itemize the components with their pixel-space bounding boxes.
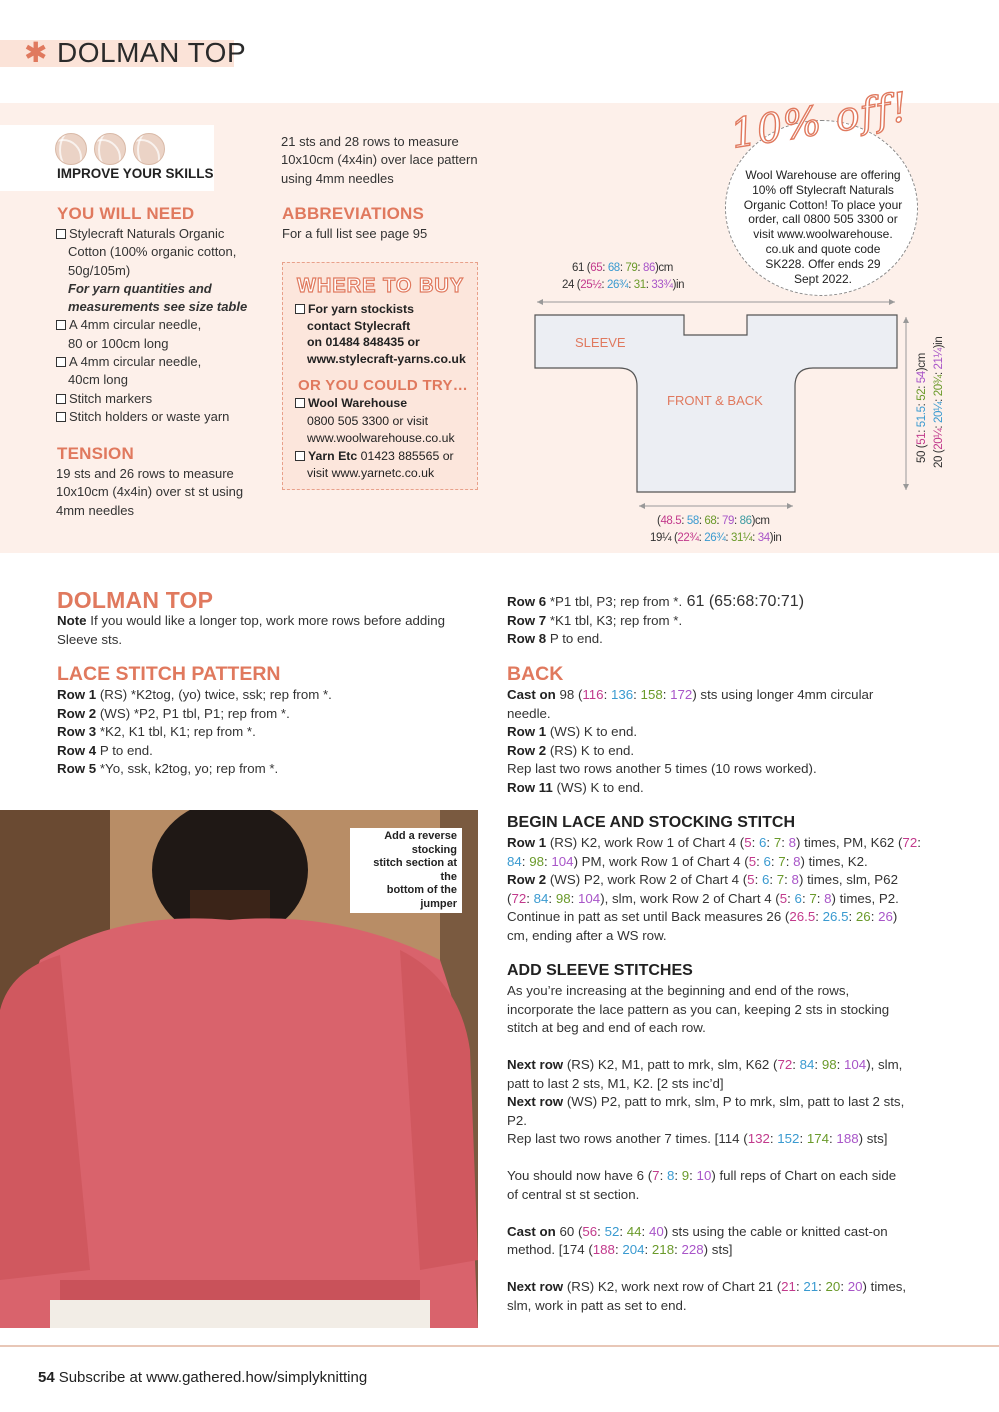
note-text: If you would like a longer top, work more rows before adding (86, 613, 446, 628)
row-text: ) sts using longer 4mm circular (692, 687, 874, 702)
row-label: Row 2 (507, 742, 547, 758)
photo-caption (350, 828, 462, 913)
separator: : (725, 532, 731, 544)
size-value: 34 (757, 532, 770, 544)
lace-row (57, 760, 477, 779)
row-text: P2. (507, 1112, 527, 1128)
list-item: A 4mm circular needle, (69, 354, 202, 370)
size-value: 22¾ (677, 532, 699, 544)
size-value: 56 (582, 1223, 598, 1239)
note-text: Sleeve sts. (57, 631, 123, 647)
offer-line: Wool Warehouse are offering (745, 168, 901, 182)
note-label: Note (57, 613, 87, 628)
row-text: ) times, (862, 1279, 907, 1294)
measure-text: 20 ( (933, 449, 945, 468)
offer-line: Organic Cotton! To place your (743, 197, 903, 212)
separator: : (601, 279, 607, 291)
row-text: (RS) K to end. (546, 742, 635, 758)
row-label: Row 1 (57, 687, 97, 702)
checkbox[interactable] (56, 394, 66, 404)
size-value: 68 (704, 515, 717, 527)
size-value: 98 (529, 853, 544, 869)
size-value: 6 (763, 853, 771, 869)
stockist-link[interactable]: www.woolwarehouse.co.uk (307, 431, 455, 446)
size-value: 7 (773, 835, 782, 850)
size-value: 174 (806, 1131, 830, 1146)
row-text: ) sts] (858, 1131, 888, 1146)
row-text: Rep last two rows another 5 times (10 rows worked). (507, 761, 817, 776)
row-text: Continue in patt as set until Back measures 26 ( (507, 909, 790, 924)
measure-text: )cm (751, 515, 770, 527)
row-text: (RS) *K2tog, (yo) twice, ssk; rep from *. (96, 687, 332, 702)
offer-line: co.uk and quote code (765, 241, 881, 256)
hem-measure-in (650, 532, 781, 544)
tension-lace-text (281, 133, 501, 188)
separator: : (619, 262, 626, 274)
size-value: 104 (578, 890, 601, 906)
size-value: 5 (744, 835, 752, 850)
size-value: 104 (844, 1057, 867, 1072)
list-item: Stylecraft Naturals Organic (69, 226, 225, 241)
row-text: *P1 tbl, P3; rep from *. (546, 594, 683, 609)
row-text: stitch at beg and end of each row. (507, 1020, 706, 1035)
back-instructions: Cast on 98 (116: 136: 158: 172) sts using longer 4mm circular needle. Row 1 (WS) K to end. Row 2 (RS) K to end. Rep last two rows another 5 times (10 rows worked). Row 11 (WS) K to end. (507, 686, 937, 797)
materials-list (56, 225, 276, 426)
size-value: 25½ (580, 279, 602, 291)
row-label: Cast on (507, 1223, 556, 1239)
row-label: Row 2 (507, 872, 547, 887)
row-text: P to end. (546, 631, 603, 646)
size-value: 98 (555, 890, 571, 906)
trousers (50, 1300, 430, 1328)
size-value: 44 (626, 1223, 642, 1239)
separator: : (698, 532, 705, 544)
size-value: 7 (776, 872, 785, 887)
stockist-line: 0800 505 3300 or visit (307, 413, 429, 428)
row-text: ) times, P2. (831, 890, 899, 906)
garment-schematic (520, 255, 960, 555)
row-label: Next row (507, 1279, 564, 1294)
tension-line: 10x10cm (4x4in) over st st using (56, 484, 244, 500)
row-text: *K2, K1 tbl, K1; rep from *. (96, 724, 256, 739)
row-text: cm, ending after a WS row. (507, 927, 667, 943)
tension-heading: TENSION (57, 444, 134, 463)
size-value: 26.5 (789, 909, 816, 924)
row-text: *Yo, ssk, k2tog, yo; rep from *. (96, 761, 279, 776)
checkbox[interactable] (295, 451, 305, 461)
stockist-line: For yarn stockists (308, 302, 414, 316)
size-value: 21 (781, 1279, 796, 1294)
abbreviations-heading: ABBREVIATIONS (282, 204, 425, 223)
row-label: Row 1 (507, 835, 547, 850)
separator: : (916, 383, 928, 389)
size-value: 68 (607, 262, 620, 274)
size-value: 5 (748, 853, 757, 869)
size-value: 20 (825, 1279, 841, 1294)
list-item: 40cm long (68, 372, 128, 388)
row-label: Row 5 (57, 761, 97, 776)
measure-text: )in (672, 279, 685, 291)
row-text: (WS) K to end. (546, 724, 638, 739)
size-value: 10 (696, 1168, 712, 1183)
sleeve-label: SLEEVE (575, 335, 626, 350)
row-text: slm, work in patt as set to end. (507, 1297, 687, 1313)
size-value: 188 (592, 1242, 615, 1257)
begin-instructions: Row 1 (RS) K2, work Row 1 of Chart 4 (5: 6: 7: 8) times, PM, K62 (72: 84: 98: 104) PM, work Row 1 of Chart 4 (5: 6: 7: 8) times, K2. Row 2 (WS) P2, work Row 2 of Chart 4 (5: 6: 7: 8) times, slm, P62 (72: 84: 98: 104), slm, work Row 2 of Chart 4 (5: 6: 7: 8) times, P2. Continue in patt as set until Back measures 26 (26.5: 26.5: 26: 26) cm, ending after a WS row. (507, 834, 937, 945)
size-value: 26.5 (822, 909, 849, 924)
row-text: (RS) K2, work next row of Chart 21 ( (563, 1279, 782, 1294)
size-value: 20 (847, 1279, 863, 1294)
measure-text: ( (657, 515, 661, 527)
row-text: ) times, K2. (800, 853, 868, 869)
size-value: 8 (666, 1168, 675, 1183)
row-text: You should now have 6 ( (507, 1168, 653, 1183)
size-value: 40 (648, 1223, 664, 1239)
note (57, 612, 477, 649)
skills-label: IMPROVE YOUR SKILLS (57, 166, 214, 181)
separator: : (933, 396, 945, 402)
size-value: 8 (793, 853, 801, 869)
tension-text (56, 465, 276, 520)
offer-line: Sept 2022. (793, 271, 853, 286)
separator: : (933, 423, 945, 429)
size-value: 7 (809, 890, 817, 906)
separator: : (698, 515, 705, 527)
size-value: 204 (622, 1242, 645, 1257)
subscribe-link[interactable]: Subscribe at www.gathered.how/simplyknitting (58, 1369, 368, 1386)
size-value: 6 (759, 835, 767, 850)
measure-text: )cm (655, 262, 673, 274)
size-value: 72 (777, 1057, 793, 1072)
size-value: 132 (747, 1131, 770, 1146)
row-text: method. [174 ( (507, 1242, 593, 1257)
size-value: 79 (625, 262, 638, 274)
measure-text: 24 ( (562, 279, 581, 291)
list-item: Cotton (100% organic cotton, (68, 244, 237, 260)
row-text: ) sts using the cable or knitted cast-on (663, 1223, 888, 1239)
size-value: 104 (551, 853, 574, 869)
row-label: Row 6 (507, 594, 547, 609)
checkbox[interactable] (56, 320, 66, 330)
list-item: measurements see size table (68, 299, 248, 315)
offer-headline: 10% off! (727, 84, 912, 158)
row-text: (WS) P2, work Row 2 of Chart 4 ( (546, 872, 748, 887)
offer-text (738, 168, 908, 286)
separator: : (602, 262, 608, 274)
sleeve-instructions: As you’re increasing at the beginning and end of the rows, incorporate the lace pattern as you can, keeping 2 sts in stocking stitch at beg and end of each row. Next row (RS) K2, M1, patt to mrk, slm, K62 (72: 84: 98: 104), slm, patt to last 2 sts, M1, K2. [2 sts inc’d] Next row (WS) P2, patt to mrk, slm, P to mrk, slm, patt to last 2 sts, P2. Rep last two rows another 7 times. [114 (132: 152: 174: 188) sts] You should now have 6 (7: 8: 9: 10) full reps of Chart on each side of central st st section. Cast on 60 (56: 52: 44: 40) sts using the cable or knitted cast-on method. [174 (188: 204: 218: 228) sts] Next row (RS) K2, work next row of Chart 21 (21: 21: 20: 20) times, slm, work in patt as set to end. (507, 982, 937, 1315)
size-value: 86 (643, 262, 655, 274)
size-value: 31 (633, 279, 646, 291)
size-value: 31¼ (730, 532, 753, 544)
row-text: 60 ( (555, 1223, 583, 1239)
separator: : (716, 515, 723, 527)
lace-rows-cont (507, 593, 937, 649)
footer-divider (0, 1345, 999, 1347)
row-extra: 61 (65:68:70:71) (682, 593, 805, 610)
size-value: 84 (533, 890, 549, 906)
alt-stockists (295, 395, 477, 483)
size-value: 98 (821, 1057, 837, 1072)
lace-row (507, 630, 937, 649)
row-text: P to end. (96, 742, 153, 758)
yarn-ball-icon (133, 133, 165, 165)
size-value: 8 (791, 872, 799, 887)
size-value: 51 (916, 432, 928, 445)
separator: : (752, 532, 758, 544)
lace-row (507, 612, 937, 631)
row-label: Row 8 (507, 631, 547, 646)
row-label: Next row (507, 1057, 564, 1072)
lace-heading: LACE STITCH PATTERN (57, 663, 281, 685)
size-value: 58 (686, 515, 699, 527)
checkbox[interactable] (295, 398, 305, 408)
row-text: 98 ( (555, 687, 583, 702)
size-value: 48.5 (660, 515, 682, 527)
row-text: ) times, PM, K62 ( (796, 835, 903, 850)
lace-rows (57, 686, 477, 779)
page-number: 54 (38, 1369, 55, 1386)
row-text: ) (892, 909, 898, 924)
list-item: A 4mm circular needle, (69, 317, 202, 333)
size-value: 116 (582, 687, 604, 702)
measure-text: 50 ( (916, 444, 928, 463)
size-value: 54 (916, 371, 928, 384)
tension-line: 4mm needles (56, 502, 135, 518)
checkbox[interactable] (56, 357, 66, 367)
checkbox[interactable] (56, 229, 66, 239)
size-value: 84 (507, 853, 522, 869)
offer-line: SK228. Offer ends 29 (765, 256, 881, 271)
row-label: Row 11 (507, 779, 553, 795)
sleeve-heading: ADD SLEEVE STITCHES (507, 962, 693, 979)
size-value: 21¼ (933, 348, 945, 370)
stockist-line: Yarn Etc (308, 448, 358, 463)
row-label: Cast on (507, 687, 556, 702)
size-value: 72 (511, 890, 527, 906)
row-text: (WS) *P2, P1 tbl, P1; rep from *. (96, 705, 290, 721)
skills-box (0, 125, 214, 191)
size-value: 20¾ (933, 375, 945, 397)
size-value: 6 (761, 872, 770, 887)
size-value: 158 (640, 687, 663, 702)
size-value: 7 (778, 853, 786, 869)
row-text: (RS) K2, M1, patt to mrk, slm, K62 ( (563, 1057, 778, 1072)
row-text: incorporate the lace pattern as you can, keeping 2 sts in stocking (507, 1001, 890, 1017)
size-value: 26¾ (704, 532, 726, 544)
row-text: *K1 tbl, K3; rep from *. (546, 612, 683, 628)
size-value: 26 (878, 909, 893, 924)
lace-row (57, 723, 477, 742)
lace-row (57, 705, 477, 724)
size-value: 26¾ (607, 279, 629, 291)
size-value: 26 (855, 909, 871, 924)
measure-text: )in (769, 532, 782, 544)
size-value: 218 (651, 1242, 675, 1257)
size-value: 172 (670, 687, 693, 702)
size-value: 20¼ (933, 428, 945, 450)
separator: : (628, 279, 634, 291)
yarn-ball-icon (55, 133, 87, 165)
lace-row (57, 742, 477, 761)
stockist-line: on 01484 848435 or (307, 335, 420, 350)
caption-line: bottom of the jumper (386, 884, 457, 910)
row-text: ) full reps of Chart on each side (711, 1168, 897, 1183)
size-value: 20¼ (933, 401, 945, 423)
checkbox[interactable] (295, 304, 305, 314)
row-text: ) PM, work Row 1 of Chart 4 ( (573, 853, 749, 869)
lace-row (57, 686, 477, 705)
list-item: 50g/105m) (68, 262, 131, 278)
row-text: needle. (507, 705, 551, 721)
caption-line: stitch section at the (373, 857, 457, 883)
length-measure-cm (916, 333, 928, 463)
row-label: Row 3 (57, 724, 97, 739)
width-measure-in (562, 279, 684, 291)
row-text: (WS) P2, patt to mrk, slm, P to mrk, slm, patt to last 2 sts, (563, 1094, 905, 1109)
where-to-buy-heading: WHERE TO BUY (297, 275, 465, 297)
hem-band (60, 1280, 420, 1300)
you-will-need-heading: YOU WILL NEED (57, 204, 195, 223)
row-text: As you’re increasing at the beginning and end of the rows, (507, 983, 850, 998)
size-value: 86 (739, 515, 752, 527)
separator: : (916, 427, 928, 433)
stockist-info (295, 301, 475, 368)
size-value: 84 (799, 1057, 815, 1072)
size-value: 188 (836, 1131, 859, 1146)
abbreviations-text: For a full list see page 95 (282, 226, 428, 241)
row-label: Row 1 (507, 724, 547, 739)
size-value: 8 (824, 890, 832, 906)
row-text: ) sts] (703, 1242, 733, 1257)
row-text: (WS) K to end. (552, 779, 644, 795)
offer-line: order, call 0800 505 3300 or (748, 212, 898, 227)
size-value: 52 (916, 388, 928, 401)
row-text: of central st st section. (507, 1186, 640, 1202)
row-label: Next row (507, 1094, 564, 1109)
stockist-line: 01423 885565 or (360, 448, 454, 463)
separator: : (681, 515, 687, 527)
length-measure-in (933, 328, 945, 468)
size-value: 152 (777, 1131, 800, 1146)
page-title: DOLMAN TOP (57, 37, 247, 68)
width-measure-cm (572, 262, 673, 274)
size-value: 5 (779, 890, 788, 906)
stockist-line: contact Stylecraft (307, 318, 411, 333)
pattern-title: DOLMAN TOP (57, 587, 214, 613)
stockist-link[interactable]: www.stylecraft-yarns.co.uk (307, 352, 466, 367)
size-value: 8 (788, 835, 797, 850)
row-text: patt to last 2 sts, M1, K2. [2 sts inc’d] (507, 1075, 724, 1091)
stockist-link[interactable]: visit www.yarnetc.co.uk (307, 466, 435, 481)
measure-text: )cm (916, 353, 928, 372)
size-value: 21 (803, 1279, 819, 1294)
try-heading: OR YOU COULD TRY… (298, 377, 469, 394)
row-text: ), slm, work Row 2 of Chart 4 ( (600, 890, 780, 906)
size-value: 79 (722, 515, 735, 527)
offer-line: 10% off Stylecraft Naturals (752, 182, 894, 197)
tension-line: 21 sts and 28 rows to measure (281, 134, 459, 149)
front-back-label: FRONT & BACK (667, 393, 763, 408)
size-value: 52 (604, 1223, 620, 1239)
size-value: 7 (652, 1168, 660, 1183)
checkbox[interactable] (56, 412, 66, 422)
list-item: Stitch holders or waste yarn (69, 408, 230, 424)
measure-text: 61 ( (572, 262, 591, 274)
asterisk-icon: ✱ (24, 37, 48, 68)
size-value: 228 (681, 1242, 704, 1257)
stockist-line: Wool Warehouse (308, 396, 408, 410)
footer (38, 1369, 367, 1386)
tension-line: using 4mm needles (281, 170, 394, 186)
size-value: 9 (681, 1168, 690, 1183)
yarn-ball-icon (94, 133, 126, 165)
row-label: Row 2 (57, 705, 97, 721)
size-value: 72 (902, 835, 918, 850)
row-text: Rep last two rows another 7 times. [114 ( (507, 1131, 748, 1146)
size-value: 51.5 (916, 406, 928, 428)
measure-text: 19¼ ( (650, 532, 678, 544)
size-value: 136 (610, 687, 634, 702)
size-value: 5 (747, 872, 755, 887)
back-heading: BACK (507, 663, 564, 685)
list-item: Stitch markers (69, 390, 153, 406)
begin-heading: BEGIN LACE AND STOCKING STITCH (507, 814, 796, 831)
tension-line: 10x10cm (4x4in) over lace pattern (281, 152, 478, 168)
separator: : (645, 279, 652, 291)
lace-row (507, 593, 937, 612)
tension-line: 19 sts and 26 rows to measure (56, 466, 234, 481)
offer-line: visit www.woolwarehouse. (753, 227, 893, 242)
size-value: 6 (794, 890, 802, 906)
row-text: (RS) K2, work Row 1 of Chart 4 ( (546, 835, 745, 850)
list-item: 80 or 100cm long (68, 335, 169, 351)
size-value: 65 (590, 262, 603, 274)
row-text: ), slm, (866, 1057, 903, 1072)
caption-line: Add a reverse stocking (384, 830, 457, 856)
row-text: ) times, slm, P62 (798, 872, 898, 887)
measure-text: )in (933, 336, 945, 349)
list-item: For yarn quantities and (68, 280, 212, 296)
row-label: Row 7 (507, 612, 547, 628)
separator: : (933, 369, 945, 376)
separator: : (734, 515, 740, 527)
separator: : (916, 400, 928, 407)
hem-measure-cm (657, 515, 770, 527)
separator: : (637, 262, 643, 274)
size-value: 33¾ (651, 279, 673, 291)
row-label: Row 4 (57, 742, 97, 758)
